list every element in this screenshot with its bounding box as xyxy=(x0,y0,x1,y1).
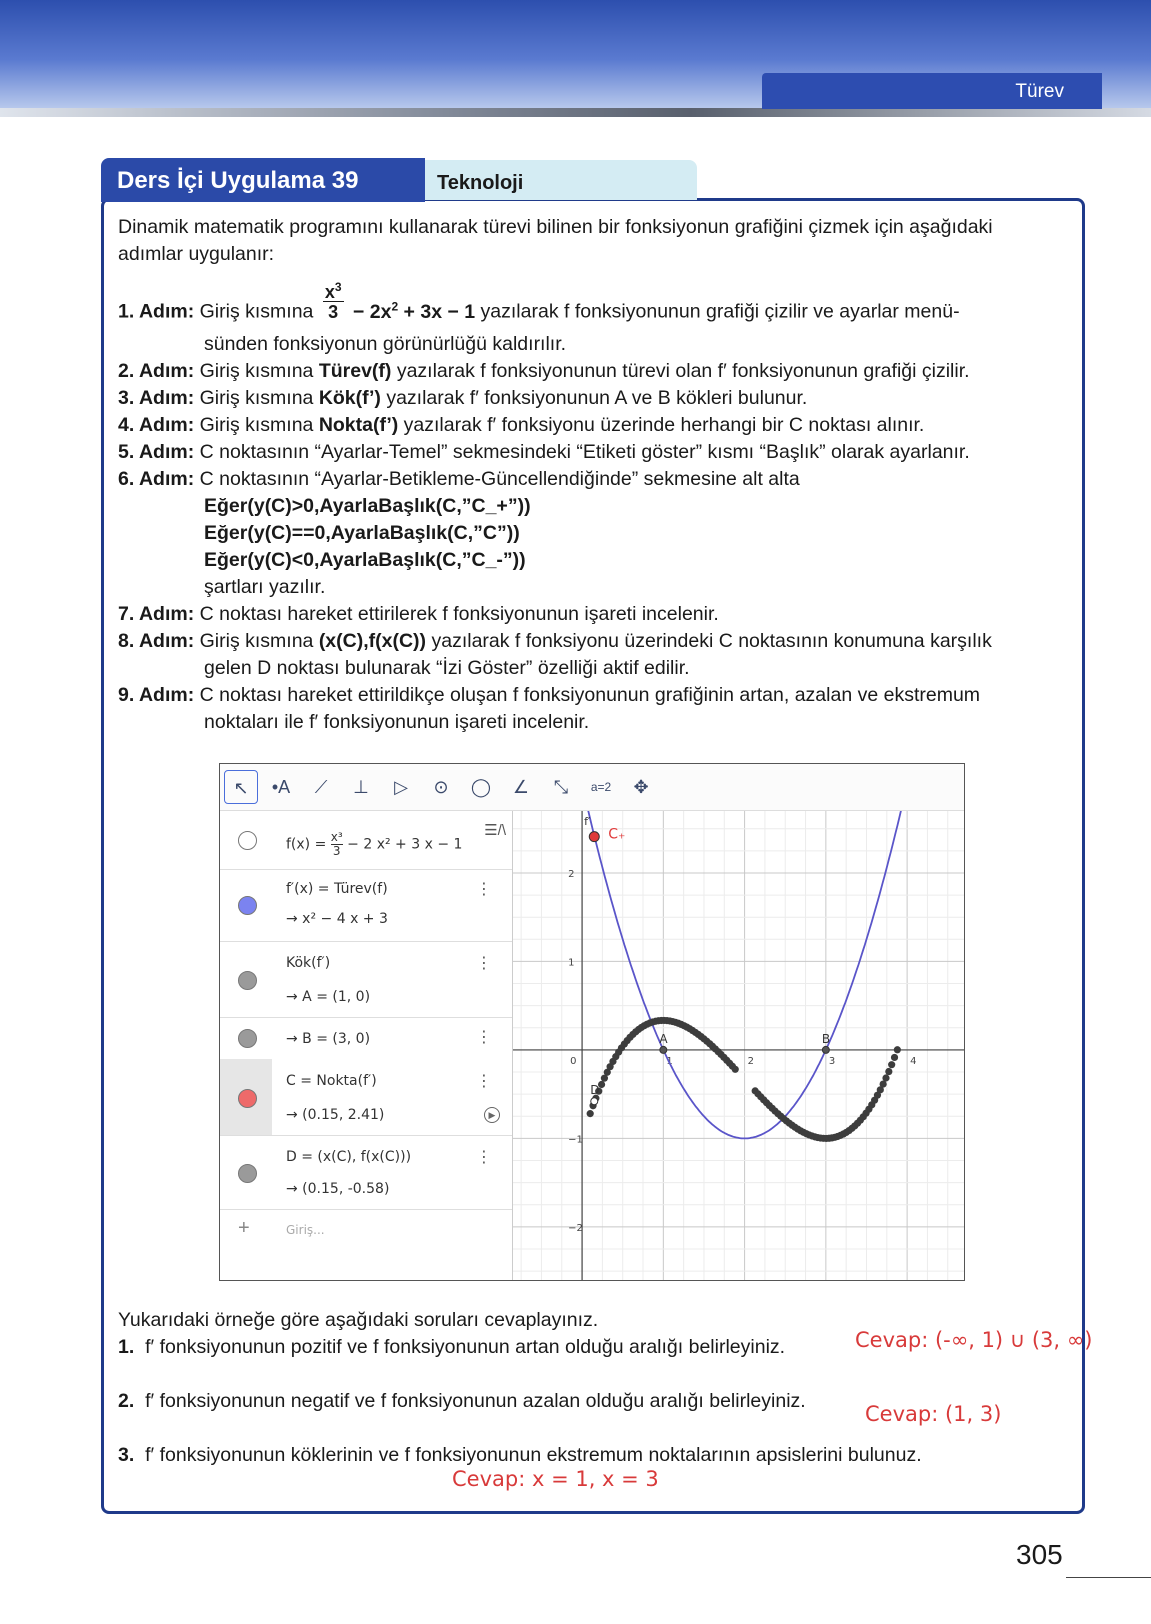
answer-3: Cevap: x = 1, x = 3 xyxy=(452,1467,659,1491)
step-4: 4. Adım: Giriş kısmına Nokta(f’) yazılarak f′ fonksiyonu üzerinde herhangi bir C noktası alınır. xyxy=(118,414,925,436)
page-number-rule xyxy=(1066,1577,1151,1578)
x-tick-label: 4 xyxy=(910,1055,917,1067)
algebra-row-d[interactable]: D = (x(C), f(x(C))) → (0.15, -0.58) ⋮ xyxy=(220,1135,512,1210)
more-options-icon[interactable]: ⋮ xyxy=(476,1149,492,1166)
x-tick-label: 0 xyxy=(570,1055,577,1067)
algebra-row-c[interactable]: C = Nokta(f′) → (0.15, 2.41) ⋮ ▶ xyxy=(220,1059,512,1136)
more-options-icon[interactable]: ⋮ xyxy=(476,1073,492,1090)
step-6-cond-3: Eğer(y(C)<0,AyarlaBaşlık(C,”C_-”)) xyxy=(204,549,526,571)
step-6-cont: şartları yazılır. xyxy=(204,576,326,598)
point-d xyxy=(591,1098,598,1105)
play-icon[interactable]: ▶ xyxy=(484,1107,500,1123)
y-tick-label: −1 xyxy=(568,1134,583,1146)
page-number: 305 xyxy=(1016,1539,1063,1570)
chapter-title: Türev xyxy=(1015,81,1064,102)
circle-tool-icon[interactable]: ⊙ xyxy=(433,777,449,797)
trace-point xyxy=(882,1074,889,1081)
perpendicular-tool-icon[interactable]: ⊥ xyxy=(353,777,369,797)
x-tick-label: 2 xyxy=(747,1055,754,1067)
step-8: 8. Adım: Giriş kısmına (x(C),f(x(C)) yazılarak f fonksiyonu üzerindeki C noktasının konumuna karşılık xyxy=(118,630,992,652)
more-options-icon[interactable]: ⋮ xyxy=(476,1029,492,1046)
geogebra-toolbar xyxy=(220,764,964,811)
reflect-tool-icon[interactable]: ⤡ xyxy=(553,777,569,797)
trace-point xyxy=(885,1068,892,1075)
move-view-tool-icon[interactable]: ✥ xyxy=(633,777,649,797)
visibility-toggle[interactable] xyxy=(238,896,257,915)
question-1: 1. f′ fonksiyonunun pozitif ve f fonksiyonunun artan olduğu aralığı belirleyiniz. xyxy=(118,1336,786,1358)
trace-point xyxy=(888,1061,895,1068)
trace-point xyxy=(587,1110,594,1117)
point-label: B xyxy=(821,1031,831,1046)
step-6-cond-1: Eğer(y(C)>0,AyarlaBaşlık(C,”C_+”)) xyxy=(204,495,531,517)
algebra-row-b[interactable]: → B = (3, 0) ⋮ xyxy=(220,1017,512,1060)
geogebra-window xyxy=(219,763,965,1281)
slider-tool-icon[interactable]: a=2 xyxy=(590,780,612,794)
more-options-icon[interactable]: ⋮ xyxy=(476,881,492,898)
trace-point xyxy=(894,1046,901,1053)
algebra-row-fprime[interactable]: f′(x) = Türev(f) → x² − 4 x + 3 ⋮ xyxy=(220,869,512,942)
move-tool-icon[interactable]: ↖ xyxy=(224,770,258,804)
point-c xyxy=(589,832,599,842)
y-tick-label: 1 xyxy=(568,957,575,969)
trace-point xyxy=(891,1054,898,1061)
algebra-row-kok[interactable]: Kök(f′) → A = (1, 0) ⋮ xyxy=(220,941,512,1018)
step-2: 2. Adım: Giriş kısmına Türev(f) yazılarak f fonksiyonunun türevi olan f′ fonksiyonunun grafiği çizilir. xyxy=(118,360,970,382)
activity-title: Ders İçi Uygulama 39 xyxy=(101,158,425,202)
answer-1: Cevap: (-∞, 1) ∪ (3, ∞) xyxy=(855,1328,1093,1352)
intro-line-1: Dinamik matematik programını kullanarak türevi bilinen bir fonksiyonun grafiğini çizmek için aşağıdaki xyxy=(118,216,993,238)
step-7: 7. Adım: C noktası hareket ettirilerek f fonksiyonunun işareti incelenir. xyxy=(118,603,719,625)
header-divider xyxy=(0,108,1151,117)
question-2: 2. f′ fonksiyonunun negatif ve f fonksiyonunun azalan olduğu aralığı belirleyiniz. xyxy=(118,1390,806,1412)
chapter-tab xyxy=(762,73,1102,109)
step-8-cont: gelen D noktası bulunarak “İzi Göster” özelliği aktif edilir. xyxy=(204,657,690,679)
angle-tool-icon[interactable]: ∠ xyxy=(512,777,530,797)
x-tick-label: 3 xyxy=(828,1055,836,1067)
step-9-cont: noktaları ile f′ fonksiyonunun işareti incelenir. xyxy=(204,711,590,733)
point-b xyxy=(822,1046,829,1053)
x-tick-label: 1 xyxy=(666,1055,673,1067)
style-bar-icon[interactable]: ☰/\ xyxy=(484,822,506,839)
step-9: 9. Adım: C noktası hareket ettirildikçe oluşan f fonksiyonunun grafiğinin artan, azalan ve ekstremum xyxy=(118,684,981,706)
step-5: 5. Adım: C noktasının “Ayarlar-Temel” sekmesindeki “Etiketi göster” kısmı “Başlık” olarak ayarlanır. xyxy=(118,441,970,463)
step-1-cont: sünden fonksiyonun görünürlüğü kaldırılır. xyxy=(204,333,567,355)
visibility-toggle[interactable] xyxy=(238,1029,257,1048)
step-3: 3. Adım: Giriş kısmına Kök(f’) yazılarak f′ fonksiyonunun A ve B kökleri bulunur. xyxy=(118,387,808,409)
step-6: 6. Adım: C noktasının “Ayarlar-Betikleme-Güncellendiğinde” sekmesine alt alta xyxy=(118,468,800,490)
questions-intro: Yukarıdaki örneğe göre aşağıdaki soruları cevaplayınız. xyxy=(118,1309,599,1331)
answer-2: Cevap: (1, 3) xyxy=(865,1402,1002,1426)
curve-label: f′ xyxy=(584,815,591,828)
point-label: C₊ xyxy=(608,826,626,843)
point-label: A xyxy=(659,1031,668,1046)
add-icon[interactable]: + xyxy=(238,1217,250,1239)
algebra-view xyxy=(220,811,513,1280)
point-a xyxy=(660,1046,667,1053)
line-tool-icon[interactable]: ⟋ xyxy=(314,777,328,797)
more-options-icon[interactable]: ⋮ xyxy=(476,955,492,972)
y-tick-label: −2 xyxy=(568,1222,583,1234)
visibility-toggle[interactable] xyxy=(238,1164,257,1183)
y-tick-label: 2 xyxy=(568,868,575,880)
algebra-row-f[interactable]: f(x) = $\frac{\text{x³}}{3}$ − 2 x² + 3 x − 1 ☰/\ xyxy=(220,811,512,870)
fraction-x3-over-3: $\frac{x^3}{3}$ xyxy=(324,280,342,323)
graphics-view[interactable] xyxy=(513,811,964,1280)
visibility-toggle[interactable] xyxy=(238,971,257,990)
point-tool-icon[interactable]: •A xyxy=(271,777,291,797)
activity-tag: Teknoloji xyxy=(425,160,697,200)
visibility-toggle[interactable] xyxy=(238,831,257,850)
step-1: 1. Adım: Giriş kısmına $\frac{x^3}{3}$ − $2x^2 + 3x - 1$ yazılarak f fonksiyonunun grafiği çizilir ve ayarlar menü- xyxy=(118,280,960,323)
question-3: 3. f′ fonksiyonunun köklerinin ve f fonksiyonunun ekstremum noktalarının apsislerini bulunuz. xyxy=(118,1444,922,1466)
input-bar[interactable]: Giriş... xyxy=(286,1223,325,1237)
point-label: D xyxy=(590,1083,600,1098)
intro-line-2: adımlar uygulanır: xyxy=(118,243,275,265)
polygon-tool-icon[interactable]: ▷ xyxy=(394,777,408,797)
trace-point xyxy=(732,1066,739,1073)
algebra-input-row[interactable] xyxy=(220,1209,512,1255)
ellipse-tool-icon[interactable]: ◯ xyxy=(470,777,492,797)
step-6-cond-2: Eğer(y(C)==0,AyarlaBaşlık(C,”C”)) xyxy=(204,522,520,544)
visibility-toggle[interactable] xyxy=(238,1089,257,1108)
